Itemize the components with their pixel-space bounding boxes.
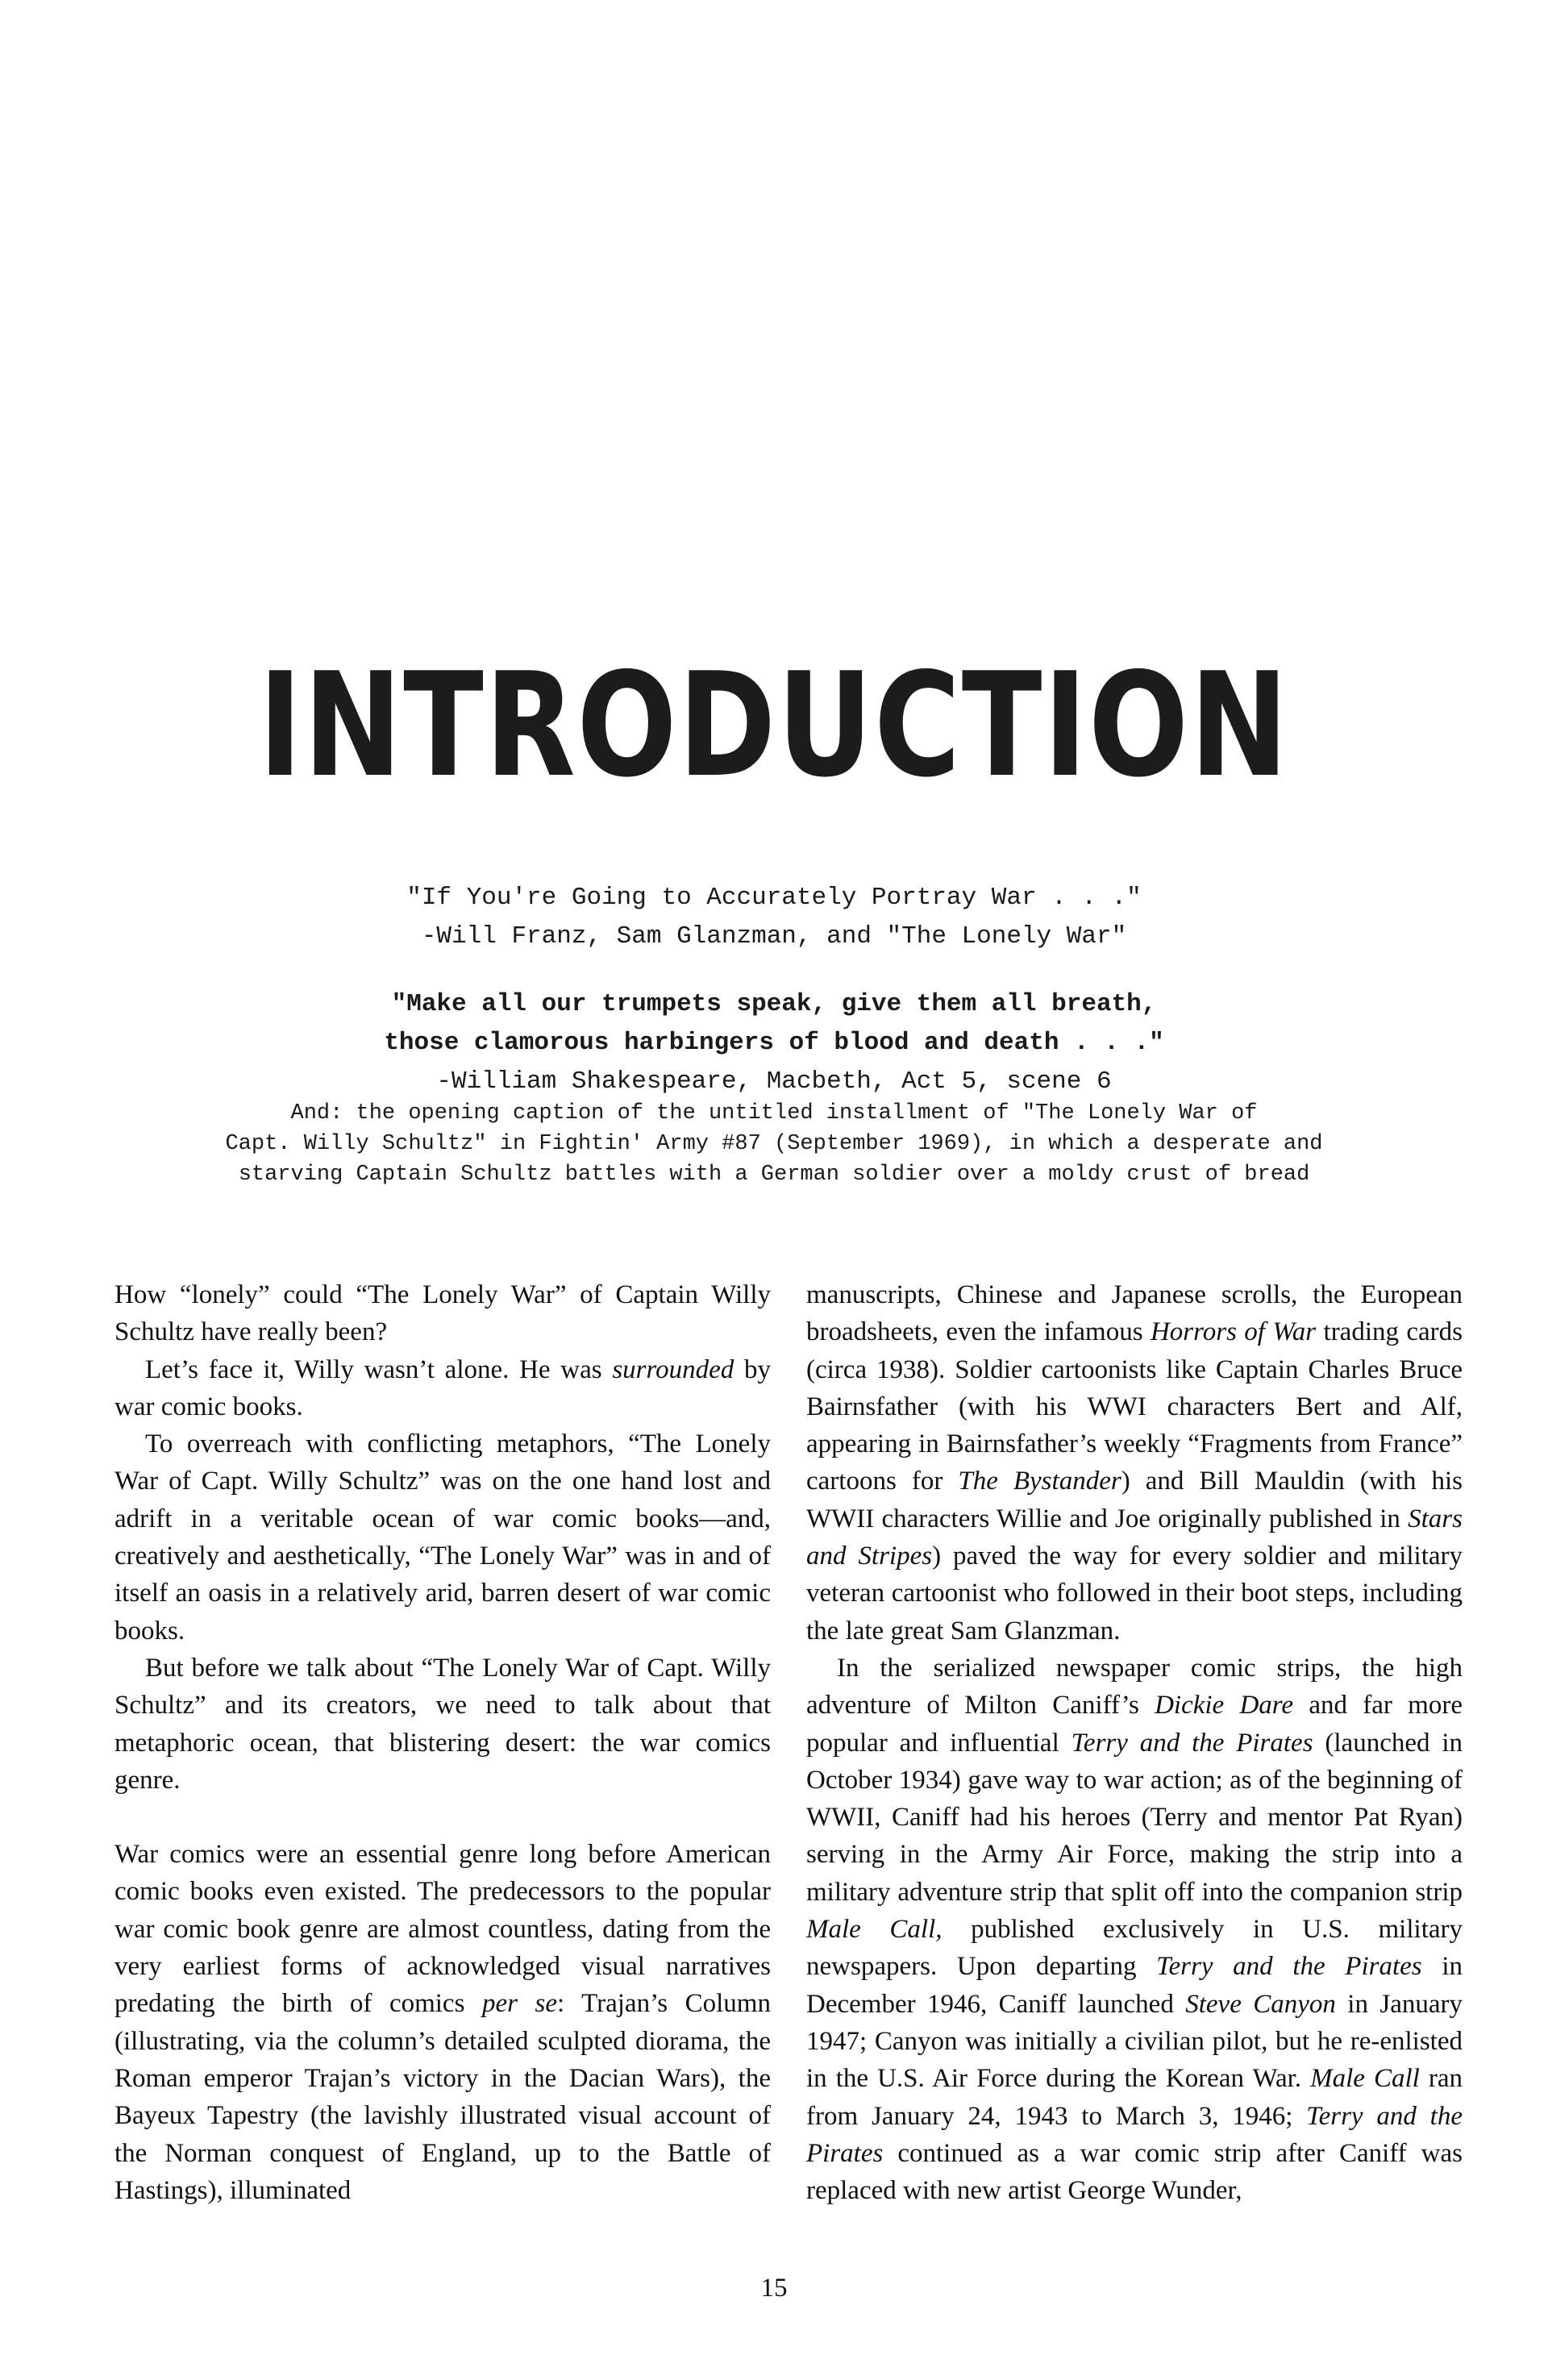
- epigraph-caption-line-2: Capt. Willy Schultz" in Fightin' Army #87 (September 1969), in which a desperate and: [225, 1132, 1323, 1156]
- epigraph-quote-1: "If You're Going to Accurately Portray War . . .": [406, 884, 1142, 912]
- paragraph: Let’s face it, Willy wasn’t alone. He was surrounded by war comic books.: [114, 1354, 771, 1421]
- paragraph: manuscripts, Chinese and Japanese scrolls, the European broadsheets, even the infamous Horrors of War trading cards (circa 1938). Soldier cartoonists like Captain Charles Bruce Bairnsfather (with his WWI characters Bert and Alf, appearing in Bairnsfather’s weekly “Fragments from France” cartoons for The Bystander) and Bill Mauldin (with his WWII characters Willie and Joe originally published in Stars and Stripes) paved the way for every soldier and military veteran cartoonist who followed in their boot steps, including the late great Sam Glanzman.: [806, 1280, 1463, 1646]
- page-number: 15: [760, 2274, 788, 2303]
- epigraph-attribution-1: -Will Franz, Sam Glanzman, and "The Lonely War": [421, 922, 1127, 951]
- left-text-column: [114, 1276, 771, 2209]
- paragraph: To overreach with conflicting metaphors, “The Lonely War of Capt. Willy Schultz” was on the one hand lost and adrift in a veritable ocean of war comic books—and, creatively and aesthetically, “The Lonely War” was in and of itself an oasis in a relatively arid, barren desert of war comic books.: [114, 1429, 771, 1646]
- epigraph-caption-line-1: And: the opening caption of the untitled installment of "The Lonely War of: [290, 1101, 1258, 1126]
- paragraph: In the serialized newspaper comic strips, the high adventure of Milton Caniff’s Dickie Dare and far more popular and influential Terry and the Pirates (launched in October 1934) gave way to war action; as of the beginning of WWII, Caniff had his heroes (Terry and mentor Pat Ryan) serving in the Army Air Force, making the strip into a military adventure strip that split off into the companion strip Male Call, published exclusively in U.S. military newspapers. Upon departing Terry and the Pirates in December 1946, Caniff launched Steve Canyon in January 1947; Canyon was initially a civilian pilot, but he re-enlisted in the U.S. Air Force during the Korean War. Male Call ran from January 24, 1943 to March 3, 1946; Terry and the Pirates continued as a war comic strip after Caniff was replaced with new artist George Wunder,: [806, 1653, 1463, 2206]
- paragraph: How “lonely” could “The Lonely War” of Captain Willy Schultz have really been?: [114, 1280, 771, 1347]
- page-title: INTRODUCTION: [258, 642, 1290, 809]
- paragraph: War comics were an essential genre long before American comic books even existed. The predecessors to the popular war comic book genre are almost countless, dating from the very earliest forms of acknowledged visual narratives predating the birth of comics per se: Trajan’s Column (illustrating, via the column’s detailed sculpted diorama, the Roman emperor Trajan’s victory in the Dacian Wars), the Bayeux Tapestry (the lavishly illustrated visual account of the Norman conquest of England, up to the Battle of Hastings), illuminated: [114, 1840, 771, 2205]
- epigraph-attribution-2: -William Shakespeare, Macbeth, Act 5, scene 6: [436, 1067, 1112, 1096]
- right-text-column: [806, 1276, 1463, 2209]
- epigraph-quote-2-line-1: "Make all our trumpets speak, give them all breath,: [391, 990, 1157, 1018]
- epigraph-quote-2-line-2: those clamorous harbingers of blood and death . . .": [384, 1029, 1164, 1057]
- epigraph-caption-line-3: starving Captain Schultz battles with a German soldier over a moldy crust of bread: [238, 1163, 1310, 1187]
- paragraph: But before we talk about “The Lonely War of Capt. Willy Schultz” and its creators, we need to talk about that metaphoric ocean, that blistering desert: the war comics genre.: [114, 1653, 771, 1795]
